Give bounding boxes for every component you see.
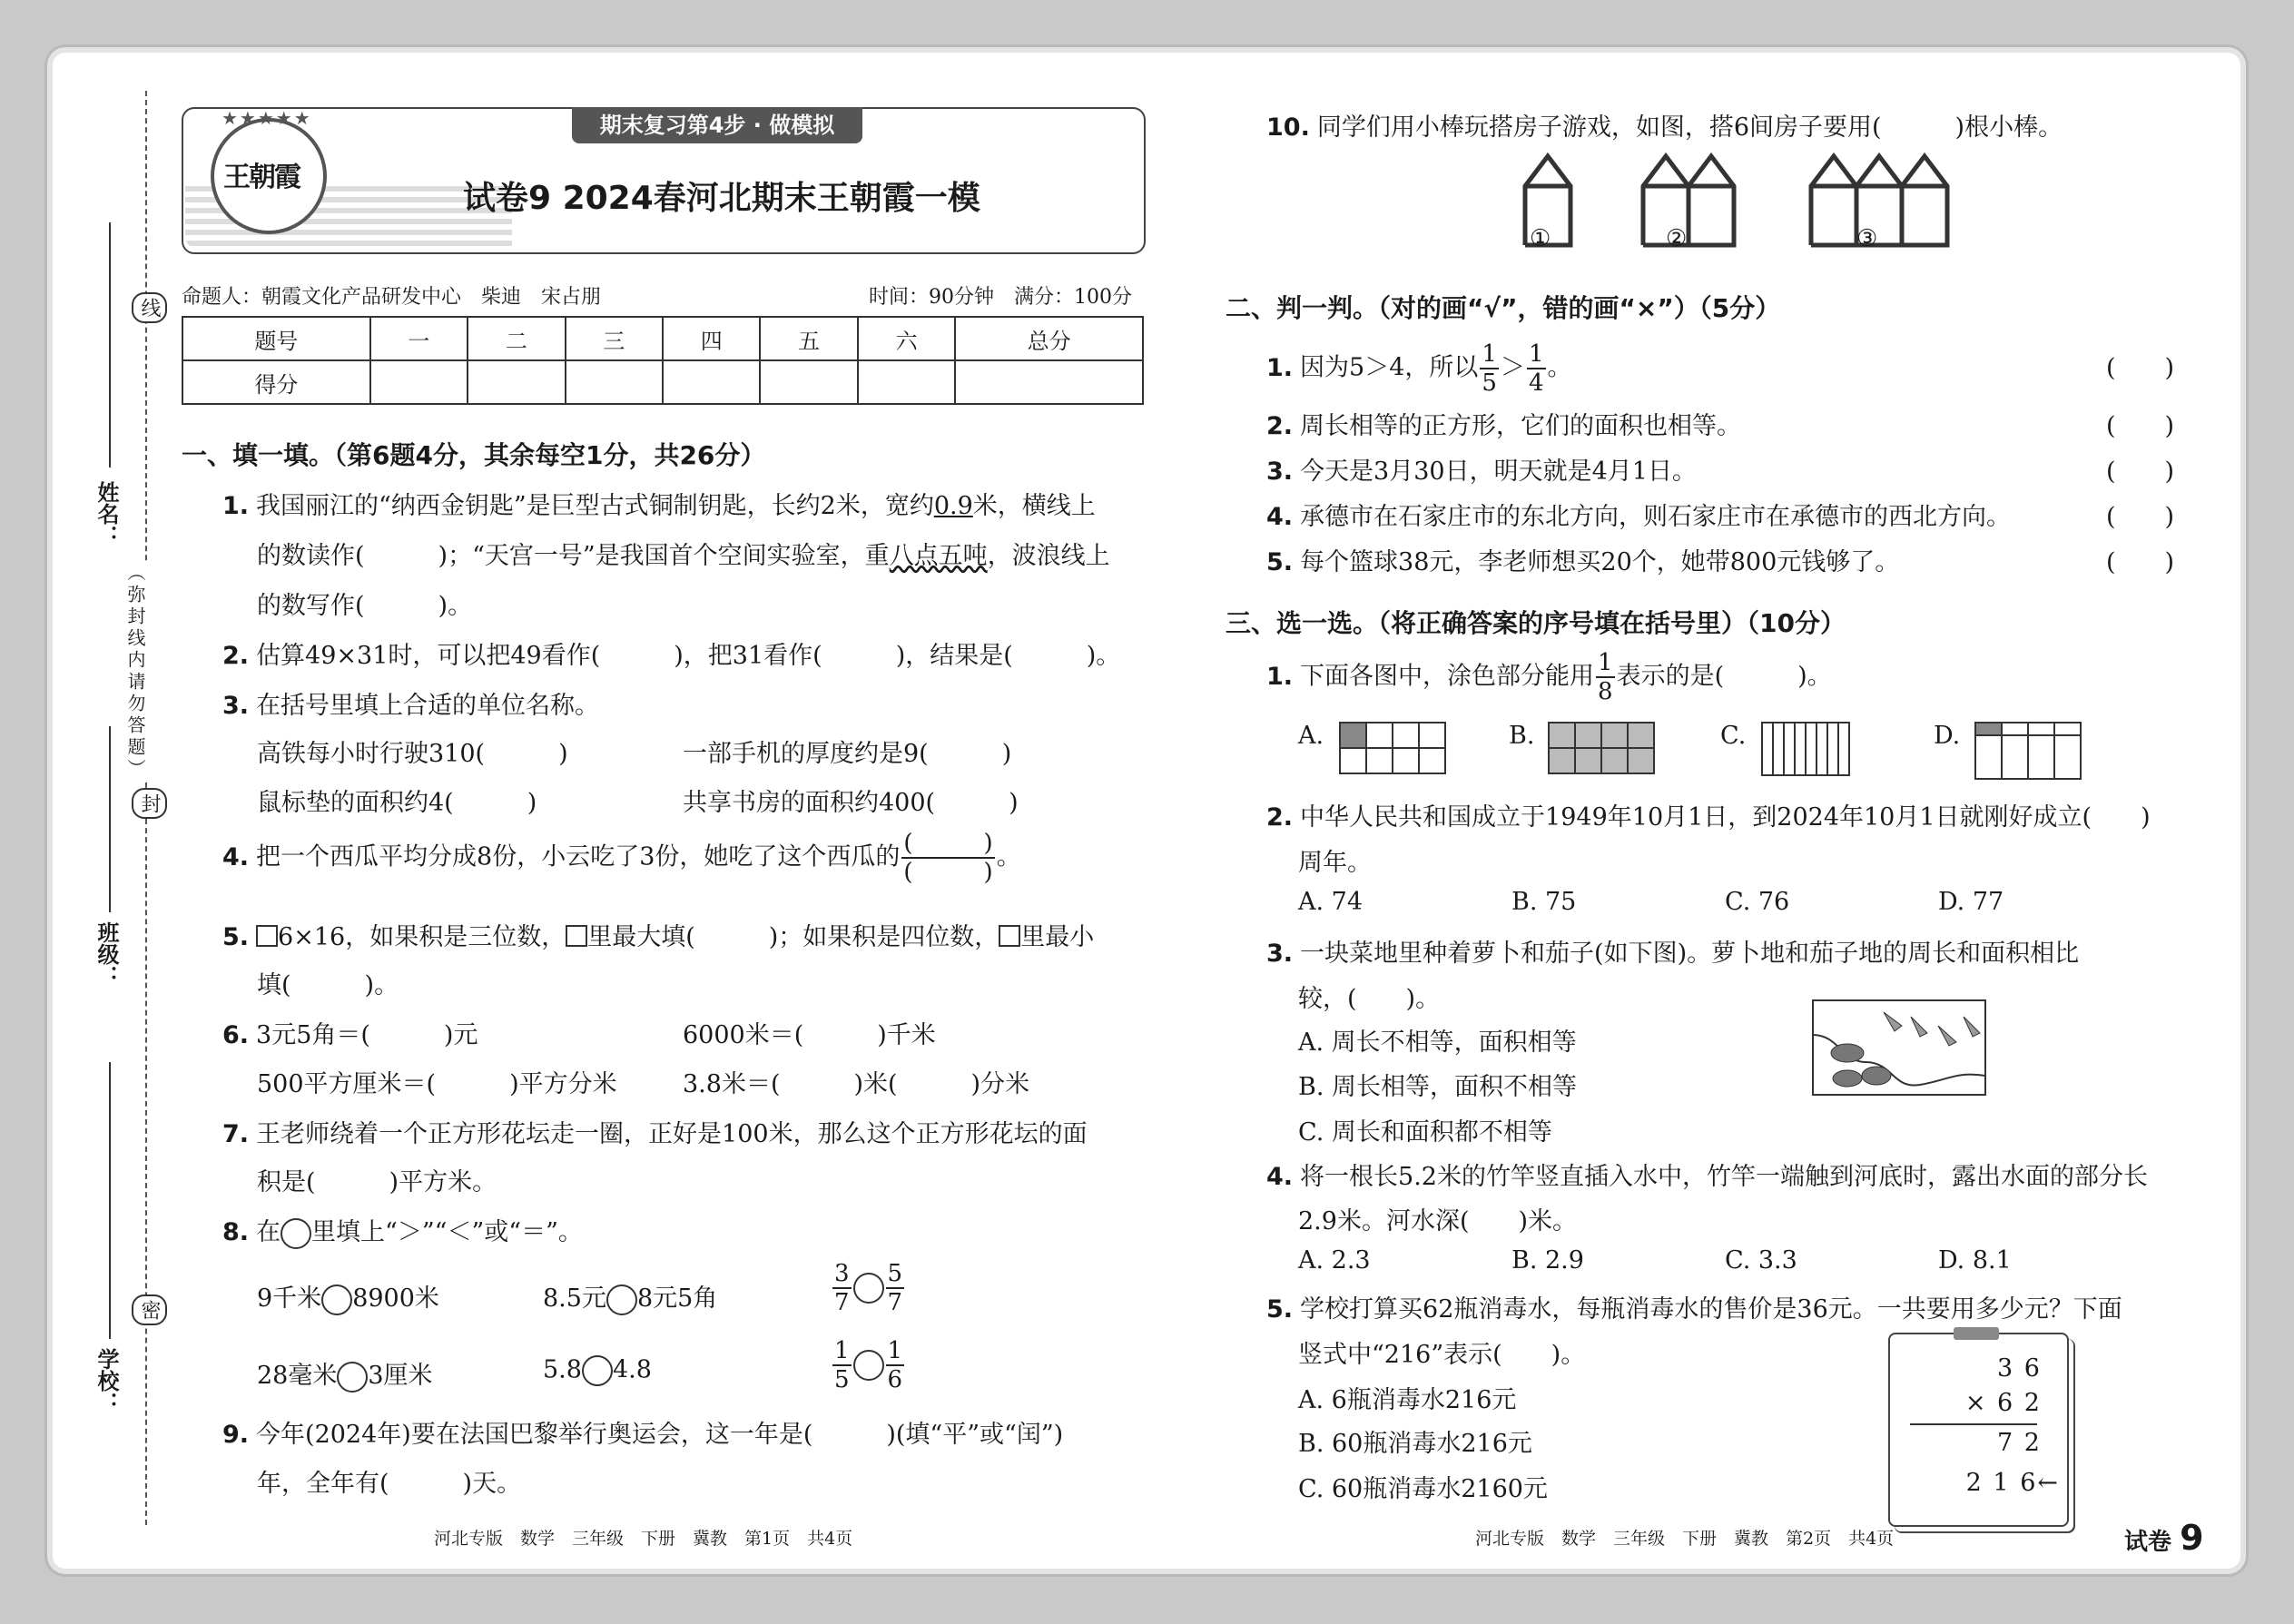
judge-4-answer[interactable]: ( ) xyxy=(2106,503,2175,531)
judge-4 xyxy=(1266,497,2011,532)
question-6-item-d: 3.8米＝( )米( )分米 xyxy=(683,1070,1030,1098)
choice-1-option-a-label: A. xyxy=(1298,722,1324,750)
badge-label: 试卷 xyxy=(2124,1529,2172,1556)
choice-2-line-1 xyxy=(1266,797,2151,832)
calculation-card xyxy=(1888,1333,2069,1527)
question-text: 下面各图中，涂色部分能用 xyxy=(1300,662,1595,691)
question-text: 学校打算买62瓶消毒水，每瓶消毒水的售价是36元。一共要用多少元？下面 xyxy=(1300,1295,2122,1324)
question-text: 因为5＞4，所以 xyxy=(1300,353,1479,382)
score-table-cell: 得分 xyxy=(182,360,370,404)
clip-icon xyxy=(1954,1327,1999,1340)
question-text: 我国丽江的“纳西金钥匙”是巨型古式铜制钥匙，长约2米，宽约 xyxy=(256,492,934,520)
fraction: $\frac{1}{5}$ xyxy=(1482,340,1497,397)
seal-note: （弥封线内请勿答题） xyxy=(123,563,149,781)
calc-line-2: × 6 2 xyxy=(1964,1389,2042,1417)
question-text: 中华人民共和国成立于1949年10月1日，到2024年10月1日就刚好成立( ) xyxy=(1300,803,2151,832)
grid-figure-b[interactable] xyxy=(1548,722,1657,776)
option-c[interactable]: C. 76 xyxy=(1725,888,1790,916)
question-text: 里最小 xyxy=(1020,923,1095,951)
question-number: 5. xyxy=(222,923,250,951)
class-label: 班级： xyxy=(94,921,119,987)
question-number: 3. xyxy=(1266,940,1294,968)
question-text: 今天是3月30日，明天就是4月1日。 xyxy=(1300,458,1697,486)
grid-figure-a[interactable] xyxy=(1339,722,1448,776)
section-3-heading: 三、选一选。（将正确答案的序号填在括号里）（10分） xyxy=(1226,608,1846,638)
question-3 xyxy=(222,685,599,721)
question-text: 同学们用小棒玩搭房子游戏，如图，搭6间房子要用( )根小棒。 xyxy=(1316,113,2063,142)
left-footer: 河北专版 数学 三年级 下册 冀教 第1页 共4页 xyxy=(434,1529,853,1549)
fraction: $\frac{1}{4}$ xyxy=(1528,340,1544,397)
compare-circle[interactable] xyxy=(853,1350,884,1381)
score-table-cell: 题号 xyxy=(182,317,370,360)
question-9-line-2: 年，全年有( )天。 xyxy=(257,1470,522,1498)
logo-text: 王朝霞 xyxy=(223,162,300,193)
question-text: 把一个西瓜平均分成8份，小云吃了3份，她吃了这个西瓜的 xyxy=(256,842,901,871)
question-2 xyxy=(222,635,1120,671)
house-2-icon xyxy=(1643,156,1734,245)
stick-houses-figure xyxy=(1507,145,1979,254)
judge-5-answer[interactable]: ( ) xyxy=(2106,548,2175,576)
score-input-cell[interactable] xyxy=(566,360,663,404)
score-table xyxy=(182,316,1144,405)
score-table-cell: 总分 xyxy=(955,317,1143,360)
radish-icon xyxy=(1884,1012,1980,1046)
house-3-icon xyxy=(1811,156,1947,245)
compare-item-3 xyxy=(831,1262,906,1314)
question-7-line-1 xyxy=(222,1114,1088,1149)
question-number: 2. xyxy=(1266,412,1294,440)
seal-label-feng: 封 xyxy=(132,788,167,819)
option-d[interactable]: D. 77 xyxy=(1938,888,2004,916)
compare-circle[interactable] xyxy=(337,1362,368,1393)
question-4: 4. 把一个西瓜平均分成8份，小云吃了3份，她吃了这个西瓜的 $\frac{( )}{( )}$ 。 xyxy=(222,830,1021,886)
question-number: 2. xyxy=(222,642,250,670)
figure-label-1: ① xyxy=(1530,225,1551,252)
grid-figure-d[interactable] xyxy=(1974,722,2083,782)
question-text: 王老师绕着一个正方形花坛走一圈，正好是100米，那么这个正方形花坛的面 xyxy=(256,1120,1088,1148)
question-number: 1. xyxy=(1266,353,1294,382)
fraction: $\frac{1}{6}$ xyxy=(887,1337,903,1393)
strip-figure-c[interactable] xyxy=(1761,722,1852,778)
choice-5-option-b[interactable]: B. 60瓶消毒水216元 xyxy=(1298,1430,1532,1458)
question-text: 3元5角＝( )元 xyxy=(256,1021,478,1049)
judge-2-answer[interactable]: ( ) xyxy=(2106,412,2175,440)
question-1-line-3: 的数写作( )。 xyxy=(257,592,473,620)
question-9-line-1 xyxy=(222,1414,1063,1450)
wavy-underlined-text: 八点五吨 xyxy=(889,542,988,570)
question-number: 5. xyxy=(1266,1295,1294,1324)
score-table-cell: 五 xyxy=(760,317,857,360)
choice-3-line-2: 较，( )。 xyxy=(1298,985,1441,1013)
school-label: 学校： xyxy=(94,1348,119,1413)
question-text: 表示的是( )。 xyxy=(1616,662,1832,691)
fraction: $\frac{1}{8}$ xyxy=(1598,649,1613,705)
score-input-cell[interactable] xyxy=(858,360,955,404)
question-text: 今年(2024年)要在法国巴黎举行奥运会，这一年是( )(填“平”或“闰”) xyxy=(256,1421,1064,1449)
question-number: 2. xyxy=(1266,803,1294,832)
question-text: 在 xyxy=(256,1218,281,1246)
compare-item-4: 28毫米 3厘米 xyxy=(257,1355,433,1393)
choice-3-option-b[interactable]: B. 周长相等，面积不相等 xyxy=(1298,1073,1578,1101)
fraction: $\frac{5}{7}$ xyxy=(887,1260,903,1316)
choice-1-option-d-label: D. xyxy=(1934,722,1961,750)
judge-2 xyxy=(1266,406,1741,441)
question-8 xyxy=(222,1212,583,1249)
fraction: $\frac{1}{5}$ xyxy=(834,1337,850,1393)
choice-5-option-a[interactable]: A. 6瓶消毒水216元 xyxy=(1298,1386,1517,1414)
option-a[interactable]: A. 74 xyxy=(1298,888,1364,916)
fraction: $\frac{3}{7}$ xyxy=(834,1260,850,1316)
question-5-line-2: 填( )。 xyxy=(257,971,399,999)
choice-4-line-2: 2.9米。河水深( )米。 xyxy=(1298,1207,1578,1235)
score-input-cell[interactable] xyxy=(370,360,468,404)
choice-3-option-c[interactable]: C. 周长和面积都不相等 xyxy=(1298,1118,1552,1147)
question-1-line-2 xyxy=(257,536,1110,571)
choice-3-line-1 xyxy=(1266,933,2079,969)
underlined-number: 0.9 xyxy=(933,492,973,520)
judge-1-answer[interactable]: ( ) xyxy=(2106,354,2175,382)
square-blank-icon xyxy=(256,925,278,947)
score-table-cell: 六 xyxy=(858,317,955,360)
choice-2-line-2: 周年。 xyxy=(1298,849,1372,877)
choice-1 xyxy=(1266,651,1832,704)
paper-badge xyxy=(2124,1518,2204,1558)
calc-line-1: 3 6 xyxy=(1997,1354,2042,1383)
question-text: 估算49×31时，可以把49看作( )，把31看作( )，结果是( )。 xyxy=(256,642,1121,670)
section-2-heading: 二、判一判。（对的画“√”，错的画“×”）（5分） xyxy=(1226,293,1781,323)
question-number: 5. xyxy=(1266,548,1294,576)
school-field[interactable] xyxy=(109,1062,111,1339)
square-blank-icon xyxy=(999,925,1020,947)
brand-logo xyxy=(211,107,327,234)
class-field[interactable] xyxy=(109,726,111,912)
calc-rule xyxy=(1910,1423,2037,1425)
question-number: 7. xyxy=(222,1120,250,1148)
question-number: 1. xyxy=(1266,662,1294,691)
choice-5-option-c[interactable]: C. 60瓶消毒水2160元 xyxy=(1298,1475,1548,1503)
seal-label-xian: 线 xyxy=(132,292,167,323)
question-number: 9. xyxy=(222,1421,250,1449)
question-6-item-c: 500平方厘米＝( )平方分米 xyxy=(257,1070,617,1098)
judge-3 xyxy=(1266,451,1697,487)
question-text: ，波浪线上 xyxy=(987,542,1110,570)
question-text: 将一根长5.2米的竹竿竖直插入水中，竹竿一端触到河底时，露出水面的部分长 xyxy=(1300,1163,2148,1191)
figure-label-2: ② xyxy=(1666,225,1688,252)
question-number: 1. xyxy=(222,492,250,520)
question-6-item-a xyxy=(222,1015,478,1050)
score-input-cell[interactable] xyxy=(760,360,857,404)
choice-1-option-b-label: B. xyxy=(1509,722,1535,750)
question-3-item-d: 共享书房的面积约400( ) xyxy=(683,789,1019,817)
score-table-cell: 二 xyxy=(468,317,565,360)
score-table-cell: 一 xyxy=(370,317,468,360)
choice-4-options xyxy=(1298,1246,2012,1275)
badge-number: 9 xyxy=(2180,1518,2204,1558)
question-text: 6×16，如果积是三位数， xyxy=(278,923,566,951)
compare-item-1: 9千米 8900米 xyxy=(257,1278,439,1315)
question-text: 里最大填( )；如果积是四位数， xyxy=(587,923,999,951)
vegetable-plot-figure xyxy=(1811,999,1989,1098)
seal-label-mi: 密 xyxy=(132,1294,167,1325)
name-field[interactable] xyxy=(109,222,111,468)
choice-4-line-1 xyxy=(1266,1156,2148,1192)
question-number: 4. xyxy=(1266,1163,1294,1191)
question-6-item-b: 6000米＝( )千米 xyxy=(683,1021,936,1049)
compare-circle[interactable] xyxy=(582,1355,613,1386)
score-input-cell[interactable] xyxy=(468,360,565,404)
score-input-cell[interactable] xyxy=(955,360,1143,404)
question-1-line-1 xyxy=(222,486,1096,521)
option-a[interactable]: A. 2.3 xyxy=(1298,1246,1371,1275)
compare-item-6 xyxy=(831,1339,906,1392)
name-label: 姓名： xyxy=(94,481,119,546)
question-text: 一块菜地里种着萝卜和茄子(如下图)。萝卜地和茄子地的周长和面积相比 xyxy=(1300,940,2080,968)
score-table-cell: 四 xyxy=(663,317,760,360)
right-footer: 河北专版 数学 三年级 下册 冀教 第2页 共4页 xyxy=(1475,1529,1895,1549)
option-d[interactable]: D. 8.1 xyxy=(1938,1246,2012,1275)
question-number: 10. xyxy=(1266,113,1310,142)
question-number: 6. xyxy=(222,1021,250,1049)
calc-line-3: 7 2 xyxy=(1997,1429,2042,1457)
compare-item-5: 5.8 4.8 xyxy=(543,1355,652,1386)
score-table-score-row xyxy=(182,360,1143,404)
section-1-heading: 一、填一填。（第6题4分，其余每空1分，共26分） xyxy=(182,440,766,470)
question-number: 4. xyxy=(222,842,250,871)
judge-1: 1. 因为5＞4，所以 $\frac{1}{5}$ ＞ $\frac{1}{4}$ 。 xyxy=(1266,340,1572,397)
question-text: 在括号里填上合适的单位名称。 xyxy=(256,692,600,720)
question-text: 米，横线上 xyxy=(972,492,1096,520)
question-text: 里填上“＞”“＜”或“＝”。 xyxy=(311,1218,583,1246)
question-text: 每个篮球38元，李老师想买20个，她带800元钱够了。 xyxy=(1300,548,1900,576)
question-number: 8. xyxy=(222,1218,250,1246)
answer-fraction-blank[interactable]: $\frac{( )}{( )}$ xyxy=(903,830,993,886)
question-number: 4. xyxy=(1266,503,1294,531)
option-b[interactable]: B. 2.9 xyxy=(1511,1246,1584,1275)
page-title: 试卷9 2024春河北期末王朝霞一模 xyxy=(463,180,980,217)
judge-3-answer[interactable]: ( ) xyxy=(2106,458,2175,486)
question-number: 3. xyxy=(222,692,250,720)
question-3-item-a: 高铁每小时行驶310( ) xyxy=(257,740,568,768)
score-input-cell[interactable] xyxy=(663,360,760,404)
star-icon: ★★★★★ xyxy=(222,107,312,129)
option-c[interactable]: C. 3.3 xyxy=(1725,1246,1797,1275)
choice-3-option-a[interactable]: A. 周长不相等，面积相等 xyxy=(1298,1029,1577,1057)
question-text: 承德市在石家庄市的东北方向，则石家庄市在承德市的西北方向。 xyxy=(1300,503,2012,531)
compare-circle[interactable] xyxy=(321,1284,352,1315)
choice-5-line-2: 竖式中“216”表示( )。 xyxy=(1298,1341,1586,1369)
score-table-header-row xyxy=(182,317,1143,360)
question-3-item-b: 一部手机的厚度约是9( ) xyxy=(683,740,1012,768)
choice-1-option-c-label: C. xyxy=(1720,722,1747,750)
square-blank-icon xyxy=(566,925,587,947)
question-10 xyxy=(1266,107,2063,143)
judge-5 xyxy=(1266,542,1899,577)
compare-circle[interactable] xyxy=(853,1273,884,1304)
eggplant-icon xyxy=(1831,1044,1891,1087)
step-banner: 期末复习第4步 · 做模拟 xyxy=(572,107,862,143)
question-3-item-c: 鼠标垫的面积约4( ) xyxy=(257,789,537,817)
figure-label-3: ③ xyxy=(1856,225,1878,252)
question-7-line-2: 积是( )平方米。 xyxy=(257,1168,497,1196)
time-score-line: 时间：90分钟 满分：100分 xyxy=(869,286,1132,309)
choice-2-options xyxy=(1298,888,2004,916)
question-5-line-1 xyxy=(222,917,1094,952)
circle-blank-icon xyxy=(281,1218,311,1249)
question-number: 3. xyxy=(1266,458,1294,486)
option-b[interactable]: B. 75 xyxy=(1511,888,1577,916)
compare-circle[interactable] xyxy=(606,1284,637,1315)
score-table-cell: 三 xyxy=(566,317,663,360)
question-text: 的数读作( )；“天宫一号”是我国首个空间实验室，重 xyxy=(257,542,890,570)
choice-5-line-1 xyxy=(1266,1289,2122,1324)
compare-item-2: 8.5元 8元5角 xyxy=(543,1278,717,1315)
author-line: 命题人：朝霞文化产品研发中心 柴迪 宋占朋 xyxy=(182,286,602,309)
question-text: 周长相等的正方形，它们的面积也相等。 xyxy=(1300,412,1742,440)
calc-line-4: 2 1 6← xyxy=(1965,1469,2060,1497)
